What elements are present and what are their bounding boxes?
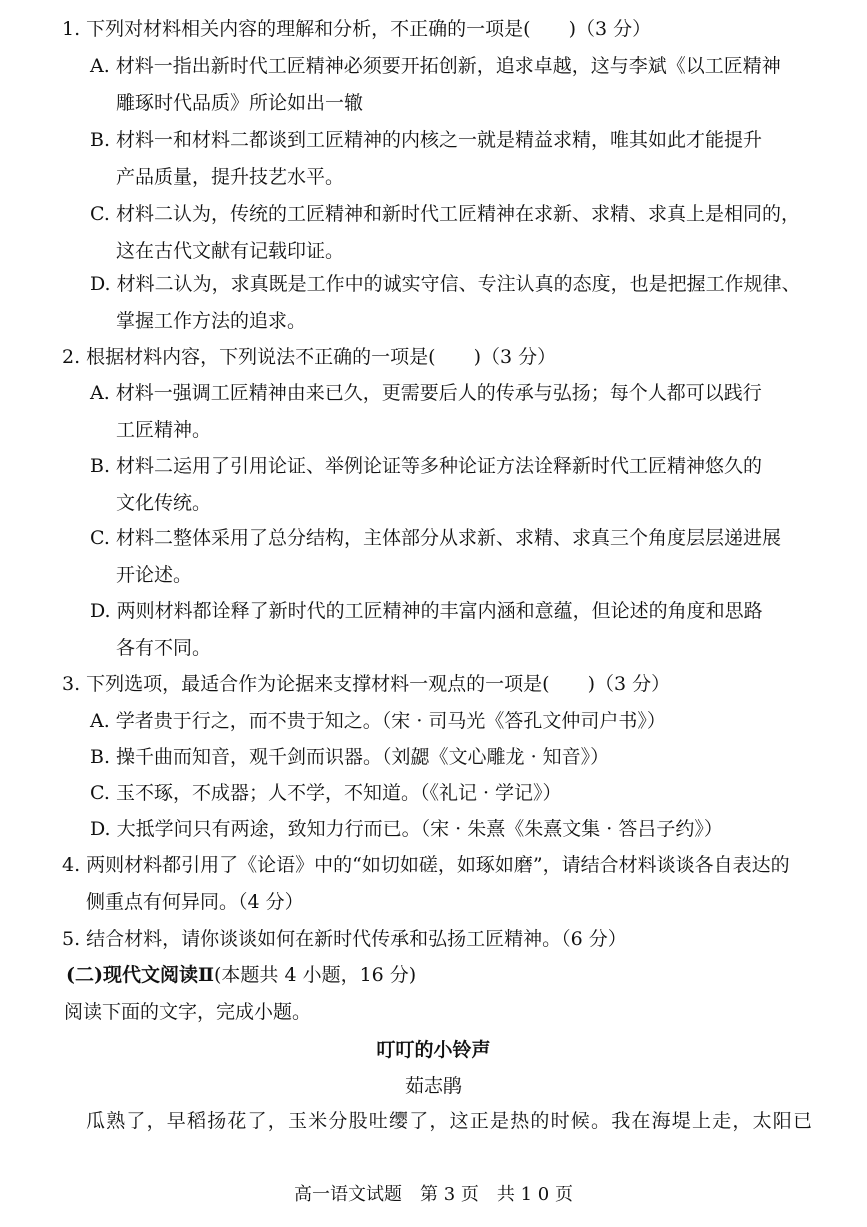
passage-title: 叮叮的小铃声 (376, 1039, 491, 1061)
question-1-option-b: B. 材料一和材料二都谈到工匠精神的内核之一就是精益求精，唯其如此才能提升 产品质量，提升技艺水平。 (90, 129, 763, 188)
question-5: 5. 结合材料，请你谈谈如何在新时代传承和弘扬工匠精神。（6 分） (62, 928, 627, 950)
question-2-option-b: B. 材料二运用了引用论证、举例论证等多种论证方法诠释新时代工匠精神悠久的 文化传统。 (90, 455, 763, 514)
section-heading: (二)现代文阅读Ⅱ(本题共 4 小题，16 分) (66, 964, 417, 986)
question-2-option-c: C. 材料二整体采用了总分结构，主体部分从求新、求精、求真三个角度层层递进展 开论述。 (90, 527, 781, 586)
question-2-option-d: D. 两则材料都诠释了新时代的工匠精神的丰富内涵和意蕴，但论述的角度和思路 各有不同。 (90, 600, 763, 659)
page-footer: 高一语文试题 第 3 页 共 1 0 页 (294, 1184, 573, 1205)
question-3-option-d: D. 大抵学问只有两途，致知力行而已。（宋 · 朱熹《朱熹文集 · 答吕子约》） (90, 818, 723, 840)
question-1-option-c: C. 材料二认为，传统的工匠精神和新时代工匠精神在求新、求精、求真上是相同的， 这在古代文献有记载印证。 (90, 203, 800, 262)
passage-first-line: 瓜熟了，早稻扬花了，玉米分股吐缨了，这正是热的时候。我在海堤上走，太阳已 (86, 1110, 814, 1132)
question-3-stem: 3. 下列选项，最适合作为论据来支撑材料一观点的一项是( )（3 分） (62, 673, 671, 695)
reading-instruction: 阅读下面的文字，完成小题。 (64, 1001, 312, 1023)
passage-author: 茹志鹃 (404, 1075, 462, 1097)
question-2-option-a: A. 材料一强调工匠精神由来已久，更需要后人的传承与弘扬；每个人都可以践行 工匠精神。 (90, 382, 762, 441)
question-1-stem: 1. 下列对材料相关内容的理解和分析，不正确的一项是( )（3 分） (62, 18, 652, 40)
question-4: 4. 两则材料都引用了《论语》中的“如切如磋，如琢如磨”，请结合材料谈谈各自表达的 侧重点有何异同。（4 分） (62, 854, 790, 913)
question-1-option-a: A. 材料一指出新时代工匠精神必须要开拓创新，追求卓越，这与李斌《以工匠精神 雕琢时代品质》所论如出一辙 (90, 55, 781, 114)
question-3-option-c: C. 玉不琢，不成器；人不学，不知道。（《礼记 · 学记》） (90, 782, 562, 804)
question-2-stem: 2. 根据材料内容，下列说法不正确的一项是( )（3 分） (62, 346, 557, 368)
question-3-option-b: B. 操千曲而知音，观千剑而识器。（刘勰《文心雕龙 · 知音》） (90, 746, 610, 768)
question-3-option-a: A. 学者贵于行之，而不贵于知之。（宋 · 司马光《答孔文仲司户书》） (90, 710, 666, 732)
question-1-option-d: D. 材料二认为，求真既是工作中的诚实守信、专注认真的态度，也是把握工作规律、 掌握工作方法的追求。 (90, 273, 801, 332)
